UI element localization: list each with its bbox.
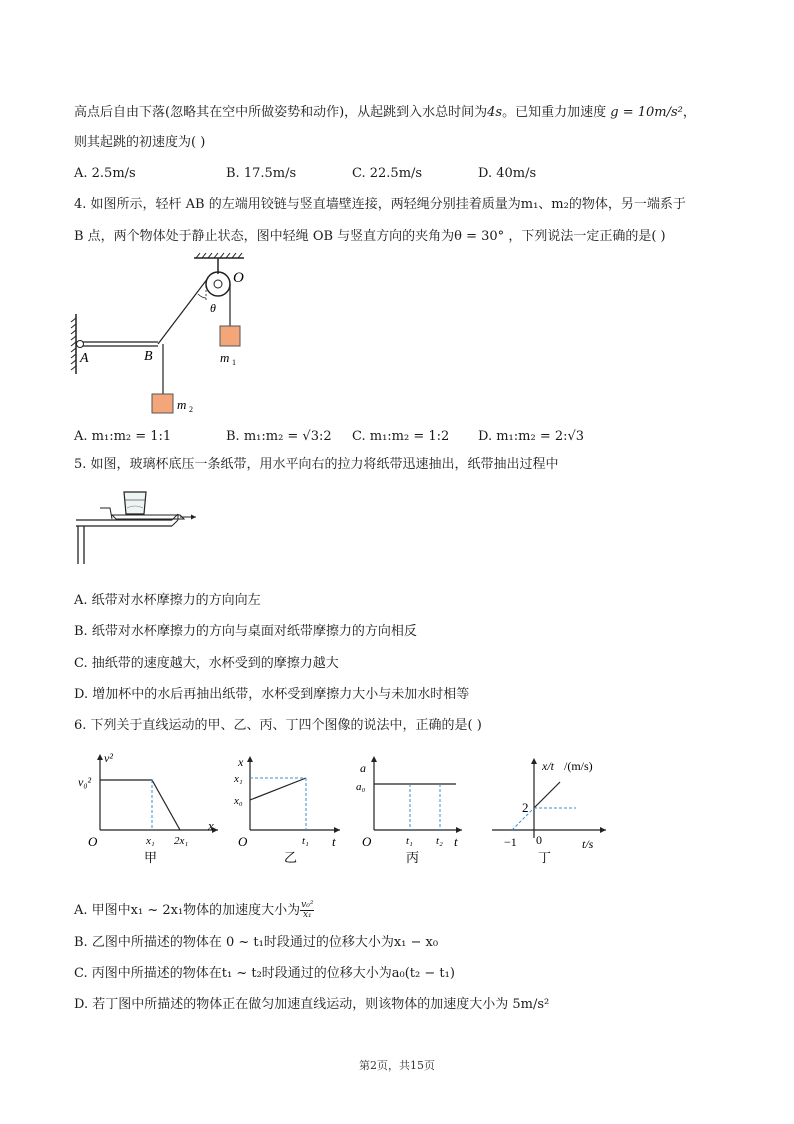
- ding-xlabel: t/s: [582, 837, 594, 851]
- yi-ylabel: x: [238, 755, 244, 769]
- jia-ylabel: v²: [104, 751, 113, 765]
- q6-option-a-text: A. 甲图中x₁ ~ 2x₁物体的加速度大小为: [74, 903, 301, 918]
- q5-option-d: D. 增加杯中的水后再抽出纸带，水杯受到摩擦力大小与未加水时相等: [74, 687, 470, 702]
- q3-text-b: 。已知重力加速度: [502, 105, 607, 120]
- label-a: A: [80, 351, 89, 366]
- q3-time: 4s: [487, 105, 503, 120]
- jia-origin: O: [88, 834, 98, 849]
- q3-line1: [74, 104, 696, 122]
- mass-m2: [152, 394, 173, 413]
- q5-option-a: A. 纸带对水杯摩擦力的方向向左: [74, 593, 261, 608]
- ding-val: 2: [522, 800, 529, 815]
- q6-line1: 6. 下列关于直线运动的甲、乙、丙、丁四个图像的说法中，正确的是( ): [74, 718, 482, 733]
- q3-gravity: g = 10m/s²: [610, 105, 683, 120]
- q3-option-b: B. 17.5m/s: [226, 166, 297, 181]
- bing-caption: 丙: [406, 850, 420, 865]
- label-b: B: [144, 349, 153, 364]
- bing-ylabel: a: [360, 761, 366, 775]
- bing-a0: a₀: [356, 781, 366, 793]
- q3-line2: 则其起跳的初速度为( ): [74, 135, 206, 150]
- yi-line: [250, 778, 306, 800]
- ding-caption: 丁: [538, 850, 552, 865]
- jia-line: [100, 780, 180, 830]
- bing-xlabel: t: [454, 834, 458, 849]
- q3-comma: ，: [682, 105, 696, 120]
- label-m1-sub: 1: [232, 358, 236, 367]
- ding-ylabel: x/t: [542, 759, 554, 773]
- q4-option-c: C. m₁:m₂ = 1:2: [352, 429, 450, 444]
- q4-line1: 4. 如图所示，轻杆 AB 的左端用铰链与竖直墙壁连接，两轻绳分别挂着质量为m₁、m₂的物体，另一端系于: [74, 197, 686, 212]
- q6-option-c: C. 丙图中所描述的物体在t₁ ~ t₂时段通过的位移大小为a₀(t₂ − t₁): [74, 966, 455, 981]
- label-m2: m: [177, 397, 187, 412]
- mass-m1: [220, 326, 240, 346]
- yi-caption: 乙: [284, 850, 298, 865]
- q6-option-d: D. 若丁图中所描述的物体正在做匀加速直线运动，则该物体的加速度大小为 5m/s²: [74, 997, 550, 1012]
- q3-text-a: 高点后自由下落(忽略其在空中所做姿势和动作)，从起跳到入水总时间为: [74, 105, 488, 120]
- label-m2-sub: 2: [189, 405, 193, 414]
- graph-yi: [228, 750, 352, 868]
- bing-t1: t₁: [406, 835, 413, 847]
- jia-xlabel: x: [208, 818, 214, 833]
- q4-option-d: D. m₁:m₂ = 2:√3: [478, 429, 585, 444]
- rope-ob: [158, 278, 208, 344]
- q4-option-a: A. m₁:m₂ = 1:1: [74, 429, 172, 444]
- glass-cup-icon: [124, 492, 146, 514]
- q6-option-a-num: v₀²: [301, 900, 314, 910]
- ding-line: [534, 782, 560, 808]
- q5-option-c: C. 抽纸带的速度越大，水杯受到的摩擦力越大: [74, 656, 339, 671]
- hinge-icon: [77, 341, 84, 348]
- page-footer: 第2页，共15页: [359, 1059, 435, 1072]
- jia-x1: x₁: [146, 835, 155, 847]
- q6-option-a: [74, 901, 314, 920]
- ding-yunit: /(m/s): [564, 759, 593, 773]
- q5-figure: [72, 486, 202, 568]
- q6-option-a-den: x₁: [302, 910, 312, 920]
- label-m1: m: [220, 350, 230, 365]
- q6-option-a-fraction: [300, 901, 314, 920]
- ding-zero: 0: [536, 833, 542, 847]
- jia-caption: 甲: [144, 850, 158, 865]
- graph-jia: [76, 750, 228, 868]
- q3-option-a: A. 2.5m/s: [74, 166, 136, 181]
- label-o: O: [233, 270, 244, 286]
- yi-xlabel: t: [332, 834, 336, 849]
- q4-figure: [66, 252, 266, 422]
- graph-ding: [484, 750, 616, 868]
- yi-y0: x₀: [234, 795, 243, 807]
- q4-line2: B 点，两个物体处于静止状态，图中轻绳 OB 与竖直方向的夹角为θ = 30° ，下列说法一定正确的是( ): [74, 229, 666, 244]
- bing-origin: O: [362, 834, 372, 849]
- q3-option-d: D. 40m/s: [478, 166, 537, 181]
- q4-option-b: B. m₁:m₂ = √3:2: [226, 429, 332, 444]
- graph-bing: [352, 750, 472, 868]
- q6-option-b: B. 乙图中所描述的物体在 0 ~ t₁时段通过的位移大小为x₁ − x₀: [74, 935, 439, 950]
- q5-option-b: B. 纸带对水杯摩擦力的方向与桌面对纸带摩擦力的方向相反: [74, 624, 417, 639]
- ding-neg: −1: [504, 835, 517, 849]
- yi-y1: x₁: [234, 773, 243, 785]
- yi-origin: O: [238, 834, 248, 849]
- yi-t1: t₁: [302, 835, 309, 847]
- pulley-icon: [206, 272, 230, 296]
- label-theta: θ: [210, 301, 216, 315]
- q3-option-c: C. 22.5m/s: [352, 166, 423, 181]
- jia-x2: 2x₁: [174, 835, 189, 847]
- q5-line1: 5. 如图，玻璃杯底压一条纸带，用水平向右的拉力将纸带迅速抽出，纸带抽出过程中: [74, 457, 559, 472]
- bing-t2: t₂: [436, 835, 443, 847]
- jia-y0: v₀²: [78, 775, 92, 789]
